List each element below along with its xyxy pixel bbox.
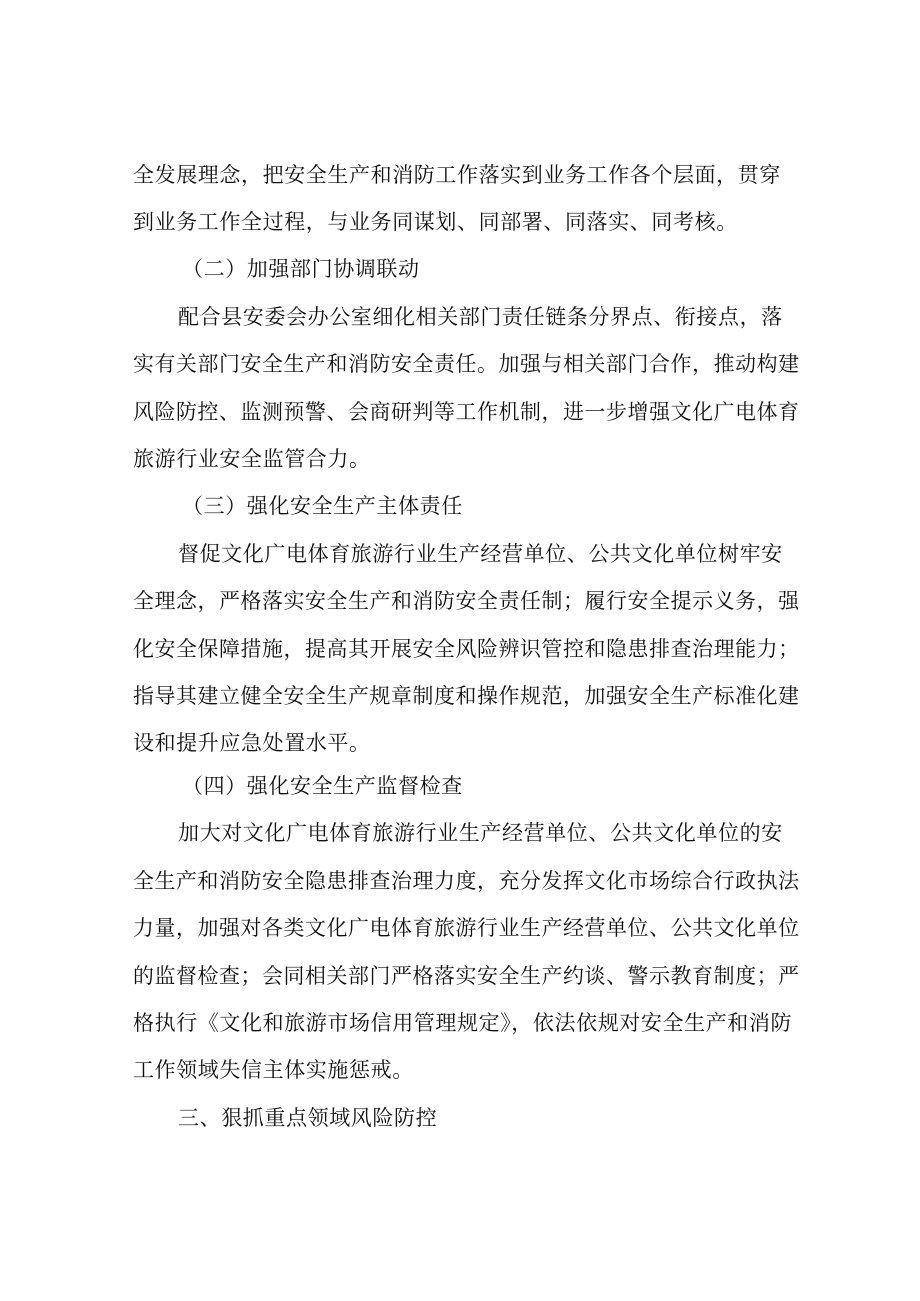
section-heading: （四）强化安全生产监督检查 bbox=[182, 774, 463, 798]
paragraph-line: 指导其建立健全安全生产规章制度和操作规范，加强安全生产标准化建 bbox=[133, 684, 800, 708]
paragraph-line: 格执行《文化和旅游市场信用管理规定》，依法依规对安全生产和消防 bbox=[133, 1011, 793, 1035]
paragraph-line: 实有关部门安全生产和消防安全责任。加强与相关部门合作，推动构建 bbox=[133, 352, 800, 376]
paragraph-line: 设和提升应急处置水平。 bbox=[133, 731, 371, 755]
paragraph-line: 到业务工作全过程，与业务同谋划、同部署、同落实、同考核。 bbox=[133, 210, 738, 234]
paragraph-line: 风险防控、监测预警、会商研判等工作机制，进一步增强文化广电体育 bbox=[133, 400, 800, 424]
paragraph-line: 化安全保障措施，提高其开展安全风险辨识管控和隐患排查治理能力； bbox=[133, 637, 800, 661]
paragraph-line: 加大对文化广电体育旅游行业生产经营单位、公共文化单位的安 bbox=[178, 821, 783, 845]
section-heading: （二）加强部门协调联动 bbox=[182, 257, 420, 281]
section-heading: （三）强化安全生产主体责任 bbox=[182, 494, 463, 518]
paragraph-line: 配合县安委会办公室细化相关部门责任链条分界点、衔接点，落 bbox=[178, 305, 783, 329]
paragraph-line: 工作领域失信主体实施惩戒。 bbox=[133, 1058, 414, 1082]
paragraph-line: 力量，加强对各类文化广电体育旅游行业生产经营单位、公共文化单位 bbox=[133, 916, 800, 940]
paragraph-line: 全理念，严格落实安全生产和消防安全责任制；履行安全提示义务，强 bbox=[133, 589, 800, 613]
paragraph-line: 旅游行业安全监管合力。 bbox=[133, 447, 371, 471]
paragraph-line: 的监督检查；会同相关部门严格落实安全生产约谈、警示教育制度；严 bbox=[133, 964, 800, 988]
paragraph-line: 全生产和消防安全隐患排查治理力度，充分发挥文化市场综合行政执法 bbox=[133, 869, 800, 893]
chapter-heading: 三、狠抓重点领域风险防控 bbox=[178, 1106, 438, 1130]
paragraph-line: 督促文化广电体育旅游行业生产经营单位、公共文化单位树牢安 bbox=[178, 542, 783, 566]
paragraph-line: 全发展理念，把安全生产和消防工作落实到业务工作各个层面，贯穿 bbox=[133, 163, 781, 187]
